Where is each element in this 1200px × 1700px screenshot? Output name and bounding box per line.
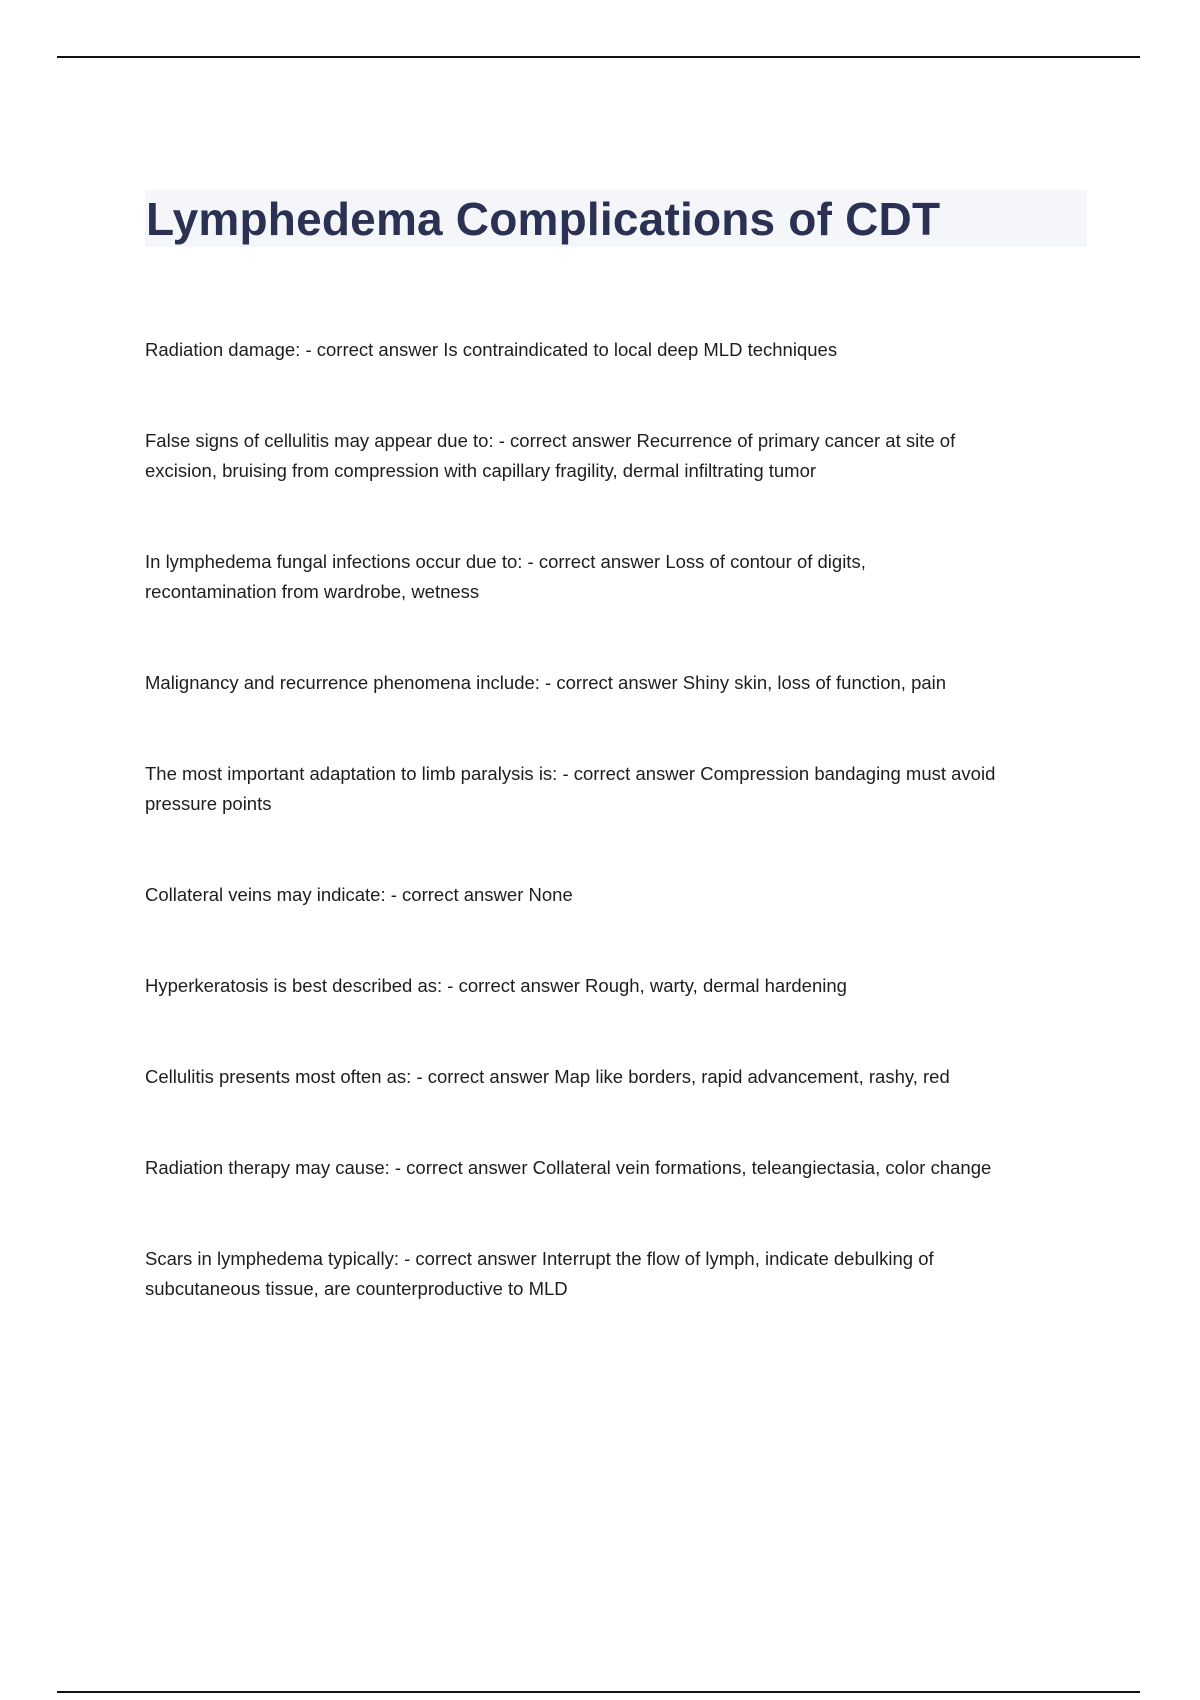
qa-item (145, 1153, 1105, 1183)
qa-item (145, 1244, 1105, 1304)
header-rule (57, 56, 1140, 58)
qa-text-line: recontamination from wardrobe, wetness (145, 581, 480, 602)
qa-text-line: Malignancy and recurrence phenomena include: - correct answer Shiny skin, loss of function, pain (145, 672, 947, 693)
qa-text-line: In lymphedema fungal infections occur due to: - correct answer Loss of contour of digits, (145, 551, 866, 572)
qa-item (145, 759, 1105, 819)
qa-text-line: subcutaneous tissue, are counterproductive to MLD (145, 1278, 568, 1299)
qa-item (145, 971, 1105, 1001)
qa-item (145, 335, 1105, 365)
qa-item (145, 880, 1105, 910)
qa-text-line: Radiation damage: - correct answer Is contraindicated to local deep MLD techniques (145, 339, 838, 360)
qa-item (145, 426, 1105, 486)
qa-text-line: False signs of cellulitis may appear due to: - correct answer Recurrence of primary cancer at site of (145, 430, 956, 451)
qa-text-line: excision, bruising from compression with capillary fragility, dermal infiltrating tumor (145, 460, 817, 481)
qa-text-line: The most important adaptation to limb paralysis is: - correct answer Compression bandaging must avoid (145, 763, 996, 784)
qa-text-line: Radiation therapy may cause: - correct answer Collateral vein formations, teleangiectasia, color change (145, 1157, 992, 1178)
qa-item (145, 547, 1105, 607)
footer-rule (57, 1691, 1140, 1693)
qa-item (145, 1062, 1105, 1092)
qa-text-line: Collateral veins may indicate: - correct answer None (145, 884, 573, 905)
qa-text-line: Scars in lymphedema typically: - correct answer Interrupt the flow of lymph, indicate debulking of (145, 1248, 934, 1269)
qa-item (145, 668, 1105, 698)
qa-text-line: Cellulitis presents most often as: - correct answer Map like borders, rapid advancement, rashy, red (145, 1066, 950, 1087)
page-title: Lymphedema Complications of CDT (146, 193, 941, 245)
qa-list (145, 335, 1105, 1365)
qa-text-line: Hyperkeratosis is best described as: - correct answer Rough, warty, dermal hardening (145, 975, 847, 996)
qa-text-line: pressure points (145, 793, 272, 814)
